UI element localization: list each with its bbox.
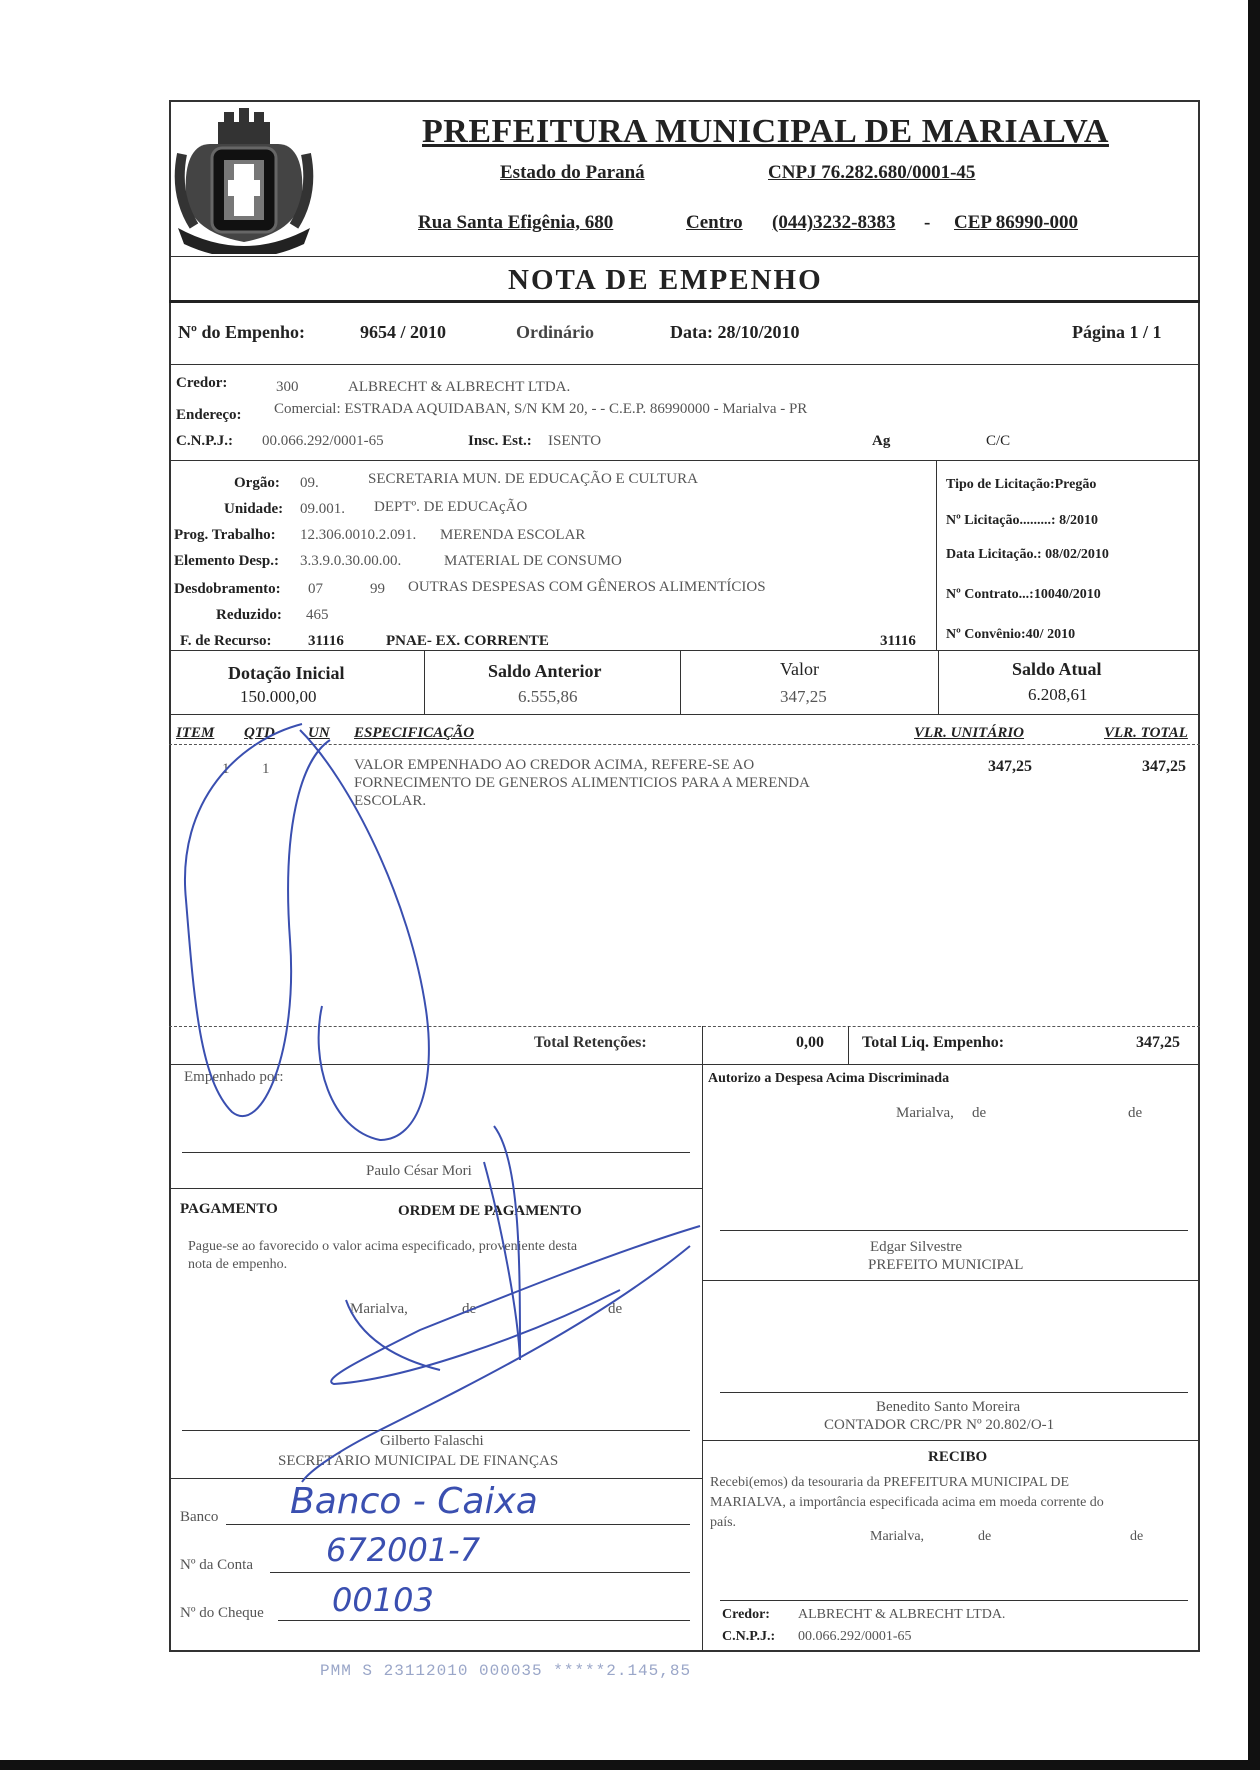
prefeitura-bairro: Centro: [686, 212, 743, 233]
item-valor-total: 347,25: [1142, 758, 1186, 775]
col-vlr-unitario: VLR. UNITÁRIO: [914, 725, 1025, 741]
recurso-codigo: 31116: [308, 633, 344, 649]
total-retencoes-label: Total Retenções:: [534, 1034, 647, 1051]
credor-label: Credor:: [176, 375, 228, 391]
pagamento-label: PAGAMENTO: [180, 1201, 278, 1217]
empenho-pagina: Página 1 / 1: [1072, 322, 1162, 342]
saldo-atual-valor: 6.208,61: [1028, 685, 1088, 704]
unidade-descricao: DEPTº. DE EDUCAçÃO: [374, 499, 528, 515]
numero-contrato: Nº Contrato...:10040/2010: [946, 587, 1101, 602]
numero-convenio: Nº Convênio:40/ 2010: [946, 627, 1076, 642]
total-liquido-valor: 347,25: [1136, 1034, 1180, 1051]
contador-nome: Benedito Santo Moreira: [876, 1399, 1021, 1415]
reduzido-label: Reduzido:: [216, 607, 282, 623]
recibo-credor-label: Credor:: [722, 1607, 770, 1622]
banco-label: Banco: [180, 1509, 219, 1525]
total-liquido-label: Total Liq. Empenho:: [862, 1034, 1005, 1051]
elemento-label: Elemento Desp.:: [174, 553, 279, 569]
total-retencoes-valor: 0,00: [796, 1034, 824, 1051]
empenho-tipo: Ordinário: [516, 322, 595, 342]
prog-trabalho-codigo: 12.306.0010.2.091.: [300, 527, 417, 543]
tipo-licitacao: Tipo de Licitação:Pregão: [946, 477, 1097, 492]
recibo-cnpj-label: C.N.P.J.:: [722, 1629, 776, 1644]
recibo-cnpj: 00.066.292/0001-65: [798, 1629, 912, 1644]
cnpj-prefeitura: CNPJ 76.282.680/0001-45: [768, 162, 976, 183]
document-title: NOTA DE EMPENHO: [508, 264, 823, 296]
elemento-descricao: MATERIAL DE CONSUMO: [444, 553, 622, 569]
item-descricao-3: ESCOLAR.: [354, 793, 427, 809]
secretario-nome: Gilberto Falaschi: [380, 1433, 484, 1449]
empenho-numero-label: Nº do Empenho:: [178, 322, 305, 342]
pagamento-de-2: de: [608, 1301, 623, 1317]
valor-empenho: 347,25: [780, 687, 827, 706]
pagamento-texto-1: Pague-se ao favorecido o valor acima especificado, proveniente desta: [188, 1239, 578, 1254]
secretario-cargo: SECRETÁRIO MUNICIPAL DE FINANÇAS: [278, 1453, 559, 1469]
reduzido-codigo: 465: [306, 607, 329, 623]
item-numero: 1: [222, 761, 230, 777]
desdobramento-b: 99: [370, 581, 385, 597]
orgao-label: Orgão:: [234, 475, 280, 491]
col-un: UN: [308, 725, 330, 741]
credor-cnpj: 00.066.292/0001-65: [262, 433, 384, 449]
data-licitacao: Data Licitação.: 08/02/2010: [946, 547, 1109, 562]
contador-cargo: CONTADOR CRC/PR Nº 20.802/O-1: [824, 1417, 1055, 1433]
credor-nome: ALBRECHT & ALBRECHT LTDA.: [348, 379, 571, 395]
desdobramento-descricao: OUTRAS DESPESAS COM GÊNEROS ALIMENTÍCIOS: [408, 579, 766, 595]
autorizo-de-1: de: [972, 1105, 987, 1121]
prefeitura-endereco: Rua Santa Efigênia, 680: [418, 212, 614, 233]
orgao-descricao: SECRETARIA MUN. DE EDUCAÇÃO E CULTURA: [368, 471, 698, 487]
col-vlr-total: VLR. TOTAL: [1104, 725, 1188, 741]
prog-trabalho-descricao: MERENDA ESCOLAR: [440, 527, 586, 543]
recibo-de-2: de: [1130, 1529, 1144, 1544]
conta-corrente-label: C/C: [986, 433, 1011, 449]
prefeito-cargo: PREFEITO MUNICIPAL: [868, 1257, 1024, 1273]
col-item: ITEM: [176, 725, 215, 741]
prefeito-nome: Edgar Silvestre: [870, 1239, 963, 1255]
recurso-label: F. de Recurso:: [180, 633, 272, 649]
recibo-marialva: Marialva,: [870, 1529, 925, 1544]
recibo-texto-1: Recebi(emos) da tesouraria da PREFEITURA MUNICIPAL DE: [710, 1475, 1070, 1490]
estado-label: Estado do Paraná: [500, 162, 645, 183]
cheque-valor: 00103: [332, 1581, 434, 1619]
insc-label: Insc. Est.:: [468, 433, 532, 449]
pagamento-marialva: Marialva,: [350, 1301, 408, 1317]
autorizo-label: Autorizo a Despesa Acima Discriminada: [708, 1071, 950, 1086]
dotacao-inicial-valor: 150.000,00: [240, 687, 317, 706]
item-qtd: 1: [262, 761, 270, 777]
prefeitura-cep: CEP 86990-000: [954, 212, 1079, 233]
item-descricao-2: FORNECIMENTO DE GENEROS ALIMENTICIOS PARA A MERENDA: [354, 775, 810, 791]
credor-insc: ISENTO: [548, 433, 602, 449]
banco-valor: Banco - Caixa: [290, 1481, 538, 1522]
credor-codigo: 300: [276, 379, 299, 395]
col-qtd: QTD: [244, 725, 275, 741]
saldo-anterior-label: Saldo Anterior: [488, 661, 602, 681]
recibo-texto-3: país.: [710, 1515, 737, 1530]
saldo-anterior-valor: 6.555,86: [518, 687, 578, 706]
cnpj-label: C.N.P.J.:: [176, 433, 233, 449]
prog-trabalho-label: Prog. Trabalho:: [174, 527, 276, 543]
prefeitura-telefone: (044)3232-8383: [772, 212, 896, 233]
empenho-numero: 9654 / 2010: [360, 322, 447, 342]
dotacao-inicial-label: Dotação Inicial: [228, 663, 345, 683]
unidade-label: Unidade:: [224, 501, 284, 517]
orgao-codigo: 09.: [300, 475, 319, 491]
saldo-atual-label: Saldo Atual: [1012, 659, 1102, 679]
valor-label: Valor: [780, 659, 819, 679]
recurso-codigo-direita: 31116: [880, 633, 916, 649]
pagamento-de-1: de: [462, 1301, 477, 1317]
prefeitura-title: PREFEITURA MUNICIPAL DE MARIALVA: [422, 113, 1109, 150]
empenho-data: Data: 28/10/2010: [670, 322, 800, 342]
recibo-de-1: de: [978, 1529, 992, 1544]
item-descricao-1: VALOR EMPENHADO AO CREDOR ACIMA, REFERE-SE AO: [354, 757, 755, 773]
col-especificacao: ESPECIFICAÇÃO: [354, 725, 475, 741]
desdobramento-label: Desdobramento:: [174, 581, 281, 597]
empenhado-por-label: Empenhado por:: [184, 1069, 284, 1085]
recurso-descricao: PNAE- EX. CORRENTE: [386, 633, 549, 649]
recibo-credor-nome: ALBRECHT & ALBRECHT LTDA.: [798, 1607, 1006, 1622]
autorizo-marialva: Marialva,: [896, 1105, 954, 1121]
conta-valor: 672001-7: [326, 1531, 481, 1569]
agencia-label: Ag: [872, 433, 891, 449]
pagamento-texto-2: nota de empenho.: [188, 1257, 288, 1272]
item-valor-unitario: 347,25: [988, 758, 1032, 775]
endereco-label: Endereço:: [176, 407, 242, 423]
bank-stamp: PMM S 23112010 000035 *****2.145,85: [320, 1662, 692, 1680]
ordem-pagamento-label: ORDEM DE PAGAMENTO: [398, 1203, 582, 1219]
autorizo-de-2: de: [1128, 1105, 1143, 1121]
unidade-codigo: 09.001.: [300, 501, 345, 517]
numero-licitacao: Nº Licitação.........: 8/2010: [946, 513, 1098, 528]
credor-endereco: Comercial: ESTRADA AQUIDABAN, S/N KM 20, - - C.E.P. 86990000 - Marialva - PR: [274, 401, 808, 417]
recibo-texto-2: MARIALVA, a importância especificada acima em moeda corrente do: [710, 1495, 1104, 1510]
conta-label: Nº da Conta: [180, 1557, 253, 1573]
desdobramento-a: 07: [308, 581, 323, 597]
cheque-label: Nº do Cheque: [180, 1605, 264, 1621]
elemento-codigo: 3.3.9.0.30.00.00.: [300, 553, 402, 569]
empenhado-por-nome: Paulo César Mori: [366, 1163, 472, 1179]
recibo-title: RECIBO: [928, 1449, 988, 1465]
